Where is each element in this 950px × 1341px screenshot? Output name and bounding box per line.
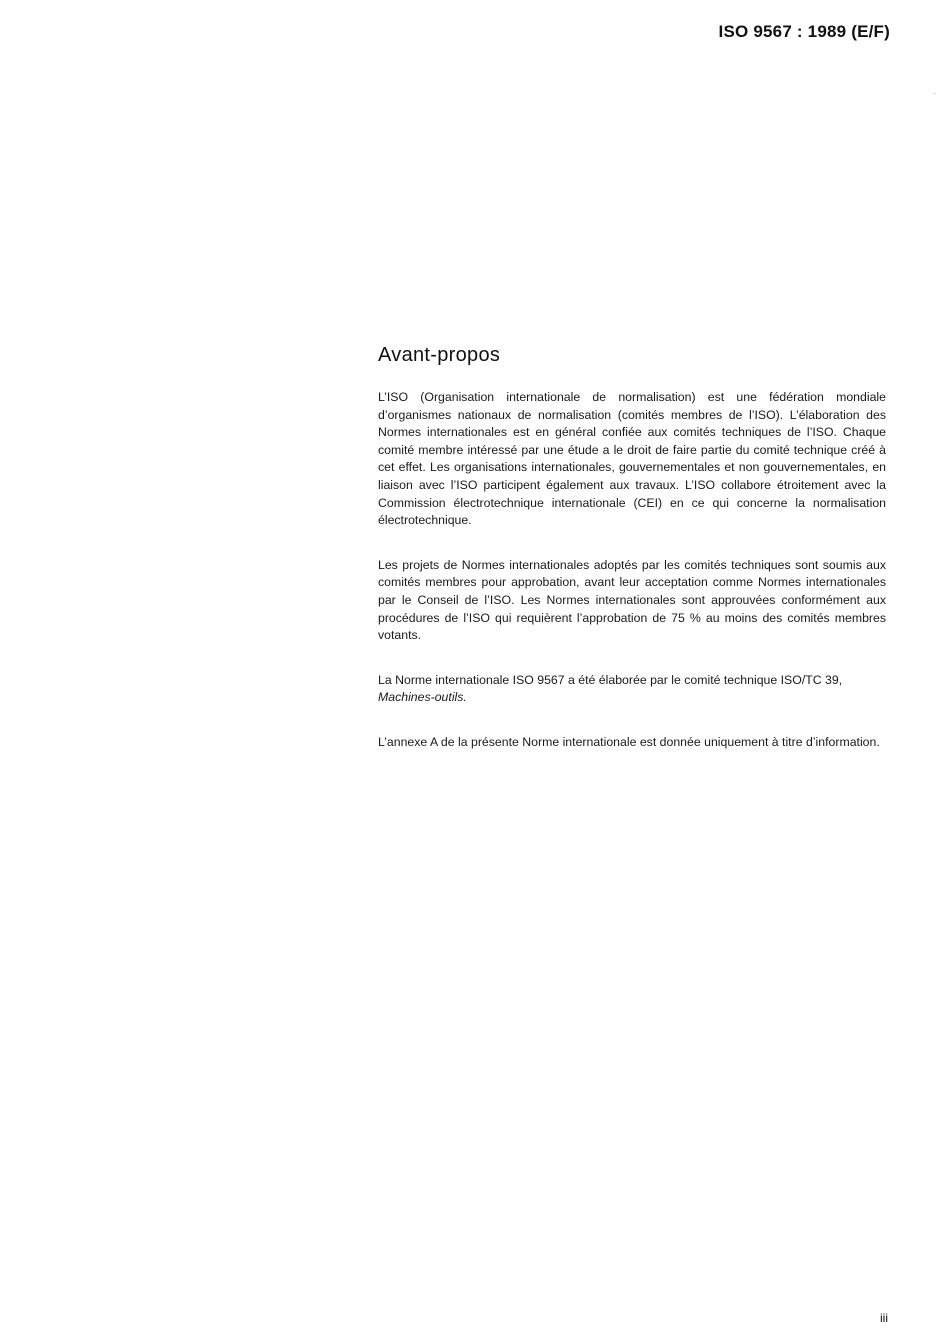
page-number: iii [880,1311,888,1325]
section-title: Avant-propos [378,344,501,366]
foreword-section [378,344,886,779]
paragraph-iso-intro: L’ISO (Organisation internationale de normalisation) est une fédération mondiale d’organismes nationaux de normalisation (comités membres de l’ISO). L’élaboration des Normes internationales est en général confiée aux comités techniques de l’ISO. Chaque comité membre intéressé par une étude a le droit de faire partie du comité technique créé à cet effet. Les organisations internationales, gouvernementales et non gouvernementales, en liaison avec l’ISO participent également aux travaux. L’ISO collabore étroitement avec la Commission électrotechnique internationale (CEI) en ce qui concerne la normalisation électrotechnique. [378,390,886,528]
paragraph-committee [378,672,886,707]
paragraph-approval: Les projets de Normes internationales adoptés par les comités techniques sont soumis aux comités membres pour approbation, avant leur acceptation comme Normes internationales par le Conseil de l’ISO. Les Normes internationales sont approuvées conformément aux procédures de l’ISO qui requièrent l’approbation de 75 % au moins des comités membres votants. [378,557,886,643]
standard-reference: ISO 9567 : 1989 (E/F) [718,22,890,41]
paragraph-committee-title: Machines-outils. [378,690,467,705]
paragraph-committee-text: La Norme internationale ISO 9567 a été élaborée par le comité technique ISO/TC 39, [378,672,843,687]
margin-mark: - [933,88,936,98]
paragraph-annex: L’annexe A de la présente Norme internationale est donnée uniquement à titre d’information. [378,734,880,749]
